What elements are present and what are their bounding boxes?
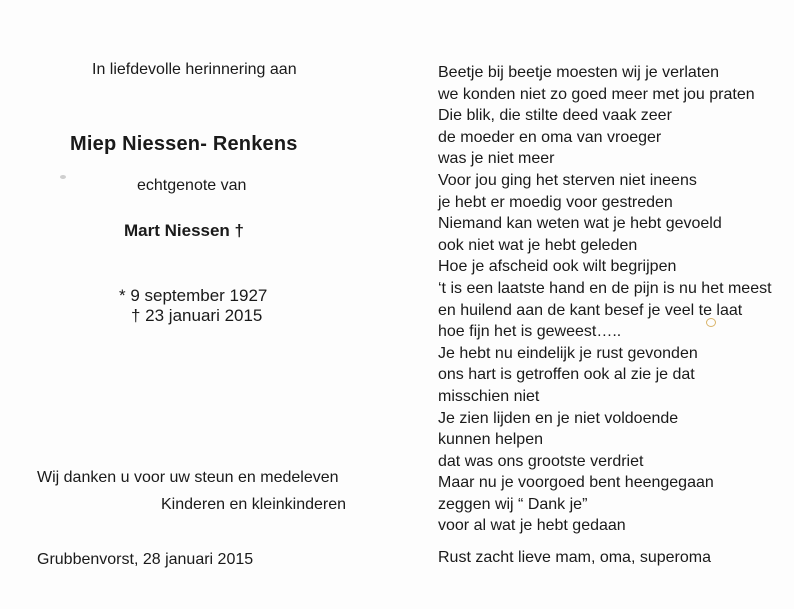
intro-text: In liefdevolle herinnering aan xyxy=(92,61,297,78)
poem-line: Voor jou ging het sterven niet ineens xyxy=(438,171,697,189)
poem-line: je hebt er moedig voor gestreden xyxy=(438,193,673,211)
smudge-mark xyxy=(60,175,66,179)
death-date: † 23 januari 2015 xyxy=(131,306,263,325)
poem-line: Niemand kan weten wat je hebt gevoeld xyxy=(438,215,722,233)
deceased-name: Miep Niessen- Renkens xyxy=(70,133,298,155)
spouse-name: Mart Niessen † xyxy=(124,221,244,240)
poem-line: ‘t is een laatste hand en de pijn is nu het meest xyxy=(438,279,772,297)
poem-line: voor al wat je hebt gedaan xyxy=(438,517,626,535)
relation-text: echtgenote van xyxy=(137,177,247,194)
family-signature: Kinderen en kleinkinderen xyxy=(161,496,347,513)
poem-line: ons hart is getroffen ook al zie je dat xyxy=(438,366,695,384)
poem-line: Je hebt nu eindelijk je rust gevonden xyxy=(438,344,698,362)
poem-line: kunnen helpen xyxy=(438,431,543,449)
poem-line: was je niet meer xyxy=(438,150,555,168)
poem-line: en huilend aan de kant besef je veel te laat xyxy=(438,301,743,319)
poem-line: zeggen wij “ Dank je” xyxy=(438,495,588,513)
poem-line: Die blik, die stilte deed vaak zeer xyxy=(438,107,672,125)
poem-closing: Rust zacht lieve mam, oma, superoma xyxy=(438,549,711,566)
poem-line: de moeder en oma van vroeger xyxy=(438,128,662,146)
smudge-mark xyxy=(706,318,716,327)
poem-line: ook niet wat je hebt geleden xyxy=(438,236,638,254)
poem xyxy=(438,62,772,537)
poem-line: hoe fijn het is geweest….. xyxy=(438,323,622,341)
poem-line: Hoe je afscheid ook wilt begrijpen xyxy=(438,258,677,276)
poem-line: dat was ons grootste verdriet xyxy=(438,452,644,470)
poem-line: we konden niet zo goed meer met jou praten xyxy=(438,85,755,103)
thanks-text: Wij danken u voor uw steun en medeleven xyxy=(37,469,339,486)
poem-line: misschien niet xyxy=(438,387,540,405)
poem-line: Beetje bij beetje moesten wij je verlaten xyxy=(438,64,720,81)
place-date: Grubbenvorst, 28 januari 2015 xyxy=(37,551,254,568)
poem-line: Je zien lijden en je niet voldoende xyxy=(438,409,679,427)
poem-line: Maar nu je voorgoed bent heengegaan xyxy=(438,474,714,492)
birth-date: * 9 september 1927 xyxy=(119,286,268,305)
